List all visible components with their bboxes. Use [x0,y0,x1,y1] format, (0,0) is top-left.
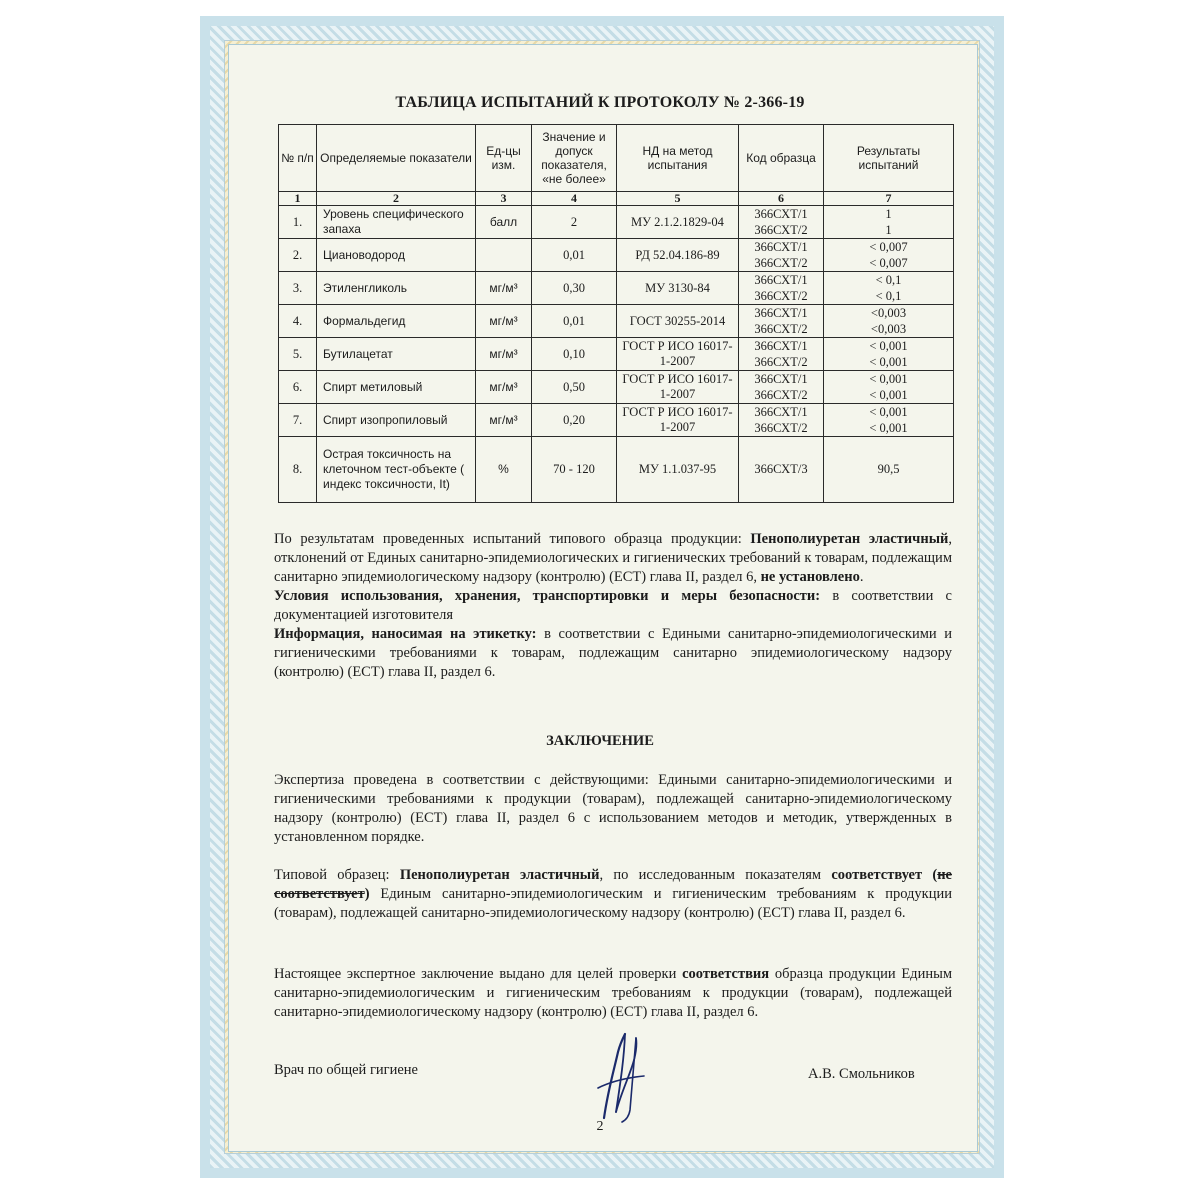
row-number: 1. [279,206,317,239]
row-sample-codes: 366СХТ/1 366СХТ/2 [739,371,824,404]
row-sample-codes: 366СХТ/3 [739,437,824,503]
row-method: МУ 2.1.2.1829-04 [617,206,739,239]
row-method: ГОСТ Р ИСО 16017-1-2007 [617,338,739,371]
row-unit: балл [476,206,532,239]
table-row [279,305,954,338]
row-indicator: Уровень специфического запаха [317,206,476,239]
row-sample-codes: 366СХТ/1 366СХТ/2 [739,338,824,371]
row-method: РД 52.04.186-89 [617,239,739,272]
row-method: ГОСТ Р ИСО 16017-1-2007 [617,371,739,404]
row-number: 8. [279,437,317,503]
col-number: 3 [476,192,532,206]
conclusion-heading: ЗАКЛЮЧЕНИЕ [546,733,654,749]
row-method: МУ 3130-84 [617,272,739,305]
row-indicator: Спирт метиловый [317,371,476,404]
row-number: 5. [279,338,317,371]
col-number: 4 [532,192,617,206]
row-number: 4. [279,305,317,338]
row-indicator: Формальдегид [317,305,476,338]
table-header-row [279,125,954,192]
tests-table [278,124,954,503]
row-results: < 0,001 < 0,001 [824,338,954,371]
label-info-paragraph: Информация, наносимая на этикетку: в соответствии с Едиными санитарно-эпидемиологическими и гигиеническими требованиями к товарам, подлежащим санитарно эпидемиологическому надзору (контролю) (ЕСТ) глава II, раздел 6. [274,626,952,680]
purpose-paragraph [274,965,952,1022]
row-method: ГОСТ 30255-2014 [617,305,739,338]
row-number: 6. [279,371,317,404]
table-row [279,206,954,239]
row-results: <0,003 <0,003 [824,305,954,338]
signature [590,1030,650,1125]
row-unit: мг/м³ [476,371,532,404]
col-number: 2 [317,192,476,206]
purpose-text: Настоящее экспертное заключение выдано для целей проверки соответствия образца продукции Единым санитарно-эпидемиологическим и гигиеническим требованиям к продукции (товарам), подлежащей санитарно-эпидемиологическому надзору (контролю) (ЕСТ) глава II, раздел 6. [274,966,953,1020]
row-number: 3. [279,272,317,305]
signer-position: Врач по общей гигиене [274,1062,418,1078]
row-indicator: Этиленгликоль [317,272,476,305]
row-limit: 0,20 [532,404,617,437]
row-method: ГОСТ Р ИСО 16017-1-2007 [617,404,739,437]
col-header-indicator: Определяемые показатели [317,125,476,192]
col-header-number: № п/п [279,125,317,192]
row-sample-codes: 366СХТ/1 366СХТ/2 [739,305,824,338]
table-row [279,272,954,305]
col-number: 6 [739,192,824,206]
row-unit [476,239,532,272]
table-column-numbers-row [279,192,954,206]
row-number: 2. [279,239,317,272]
results-summary [274,530,952,682]
row-indicator: Бутилацетат [317,338,476,371]
row-unit: мг/м³ [476,404,532,437]
page-number: 2 [596,1119,604,1134]
row-results: 90,5 [824,437,954,503]
signer-name: А.В. Смольников [808,1066,915,1082]
table-row [279,338,954,371]
row-results: < 0,001 < 0,001 [824,371,954,404]
col-header-results: Результаты испытаний [824,125,954,192]
compliance-text: Типовой образец: Пенополиуретан эластичный, по исследованным показателям соответствует (не соответствует) Единым санитарно-эпидемиологическим и гигиеническим требованиям к продукции (товарам), подлежащей санитарно-эпидемиологическому надзору (контролю) (ЕСТ) глава II, раздел 6. [274,867,952,921]
results-paragraph: По результатам проведенных испытаний типового образца продукции: Пенополиуретан эластичный, отклонений от Единых санитарно-эпидемиологических и гигиенических требований к товарам, подлежащим санитарно эпидемиологическому надзору (контролю) (ЕСТ) глава II, раздел 6, не установлено. [274,531,952,585]
col-number: 5 [617,192,739,206]
row-limit: 0,01 [532,239,617,272]
col-number: 7 [824,192,954,206]
row-results: 1 1 [824,206,954,239]
row-limit: 70 - 120 [532,437,617,503]
row-sample-codes: 366СХТ/1 366СХТ/2 [739,404,824,437]
row-indicator: Острая токсичность на клеточном тест-объекте ( индекс токсичности, It) [317,437,476,503]
table-row [279,437,954,503]
row-number: 7. [279,404,317,437]
row-results: < 0,001 < 0,001 [824,404,954,437]
row-results: < 0,1 < 0,1 [824,272,954,305]
row-limit: 0,10 [532,338,617,371]
row-unit: мг/м³ [476,338,532,371]
usage-conditions-paragraph: Условия использования, хранения, транспортировки и меры безопасности: в соответствии с документацией изготовителя [274,588,952,623]
table-row [279,239,954,272]
table-row [279,404,954,437]
row-limit: 0,30 [532,272,617,305]
row-unit: % [476,437,532,503]
col-header-unit: Ед-цы изм. [476,125,532,192]
row-results: < 0,007 < 0,007 [824,239,954,272]
expertise-paragraph [274,771,952,847]
col-number: 1 [279,192,317,206]
row-sample-codes: 366СХТ/1 366СХТ/2 [739,239,824,272]
table-row [279,371,954,404]
row-unit: мг/м³ [476,305,532,338]
row-method: МУ 1.1.037-95 [617,437,739,503]
col-header-sample-code: Код образца [739,125,824,192]
row-indicator: Циановодород [317,239,476,272]
row-limit: 0,01 [532,305,617,338]
row-sample-codes: 366СХТ/1 366СХТ/2 [739,206,824,239]
compliance-paragraph [274,866,952,923]
col-header-method: НД на метод испытания [617,125,739,192]
expertise-text: Экспертиза проведена в соответствии с действующими: Едиными санитарно-эпидемиологическими и гигиеническими требованиями к продукции (товарам), подлежащей санитарно-эпидемиологическому надзору (контролю) (ЕСТ) глава II, раздел 6 с использованием методов и методик, утвержденных в установленном порядке. [274,772,952,845]
row-indicator: Спирт изопропиловый [317,404,476,437]
row-sample-codes: 366СХТ/1 366СХТ/2 [739,272,824,305]
row-limit: 0,50 [532,371,617,404]
row-unit: мг/м³ [476,272,532,305]
col-header-limit: Значение и допуск показателя, «не более» [532,125,617,192]
table-title: ТАБЛИЦА ИСПЫТАНИЙ К ПРОТОКОЛУ № 2-366-19 [395,94,805,111]
row-limit: 2 [532,206,617,239]
